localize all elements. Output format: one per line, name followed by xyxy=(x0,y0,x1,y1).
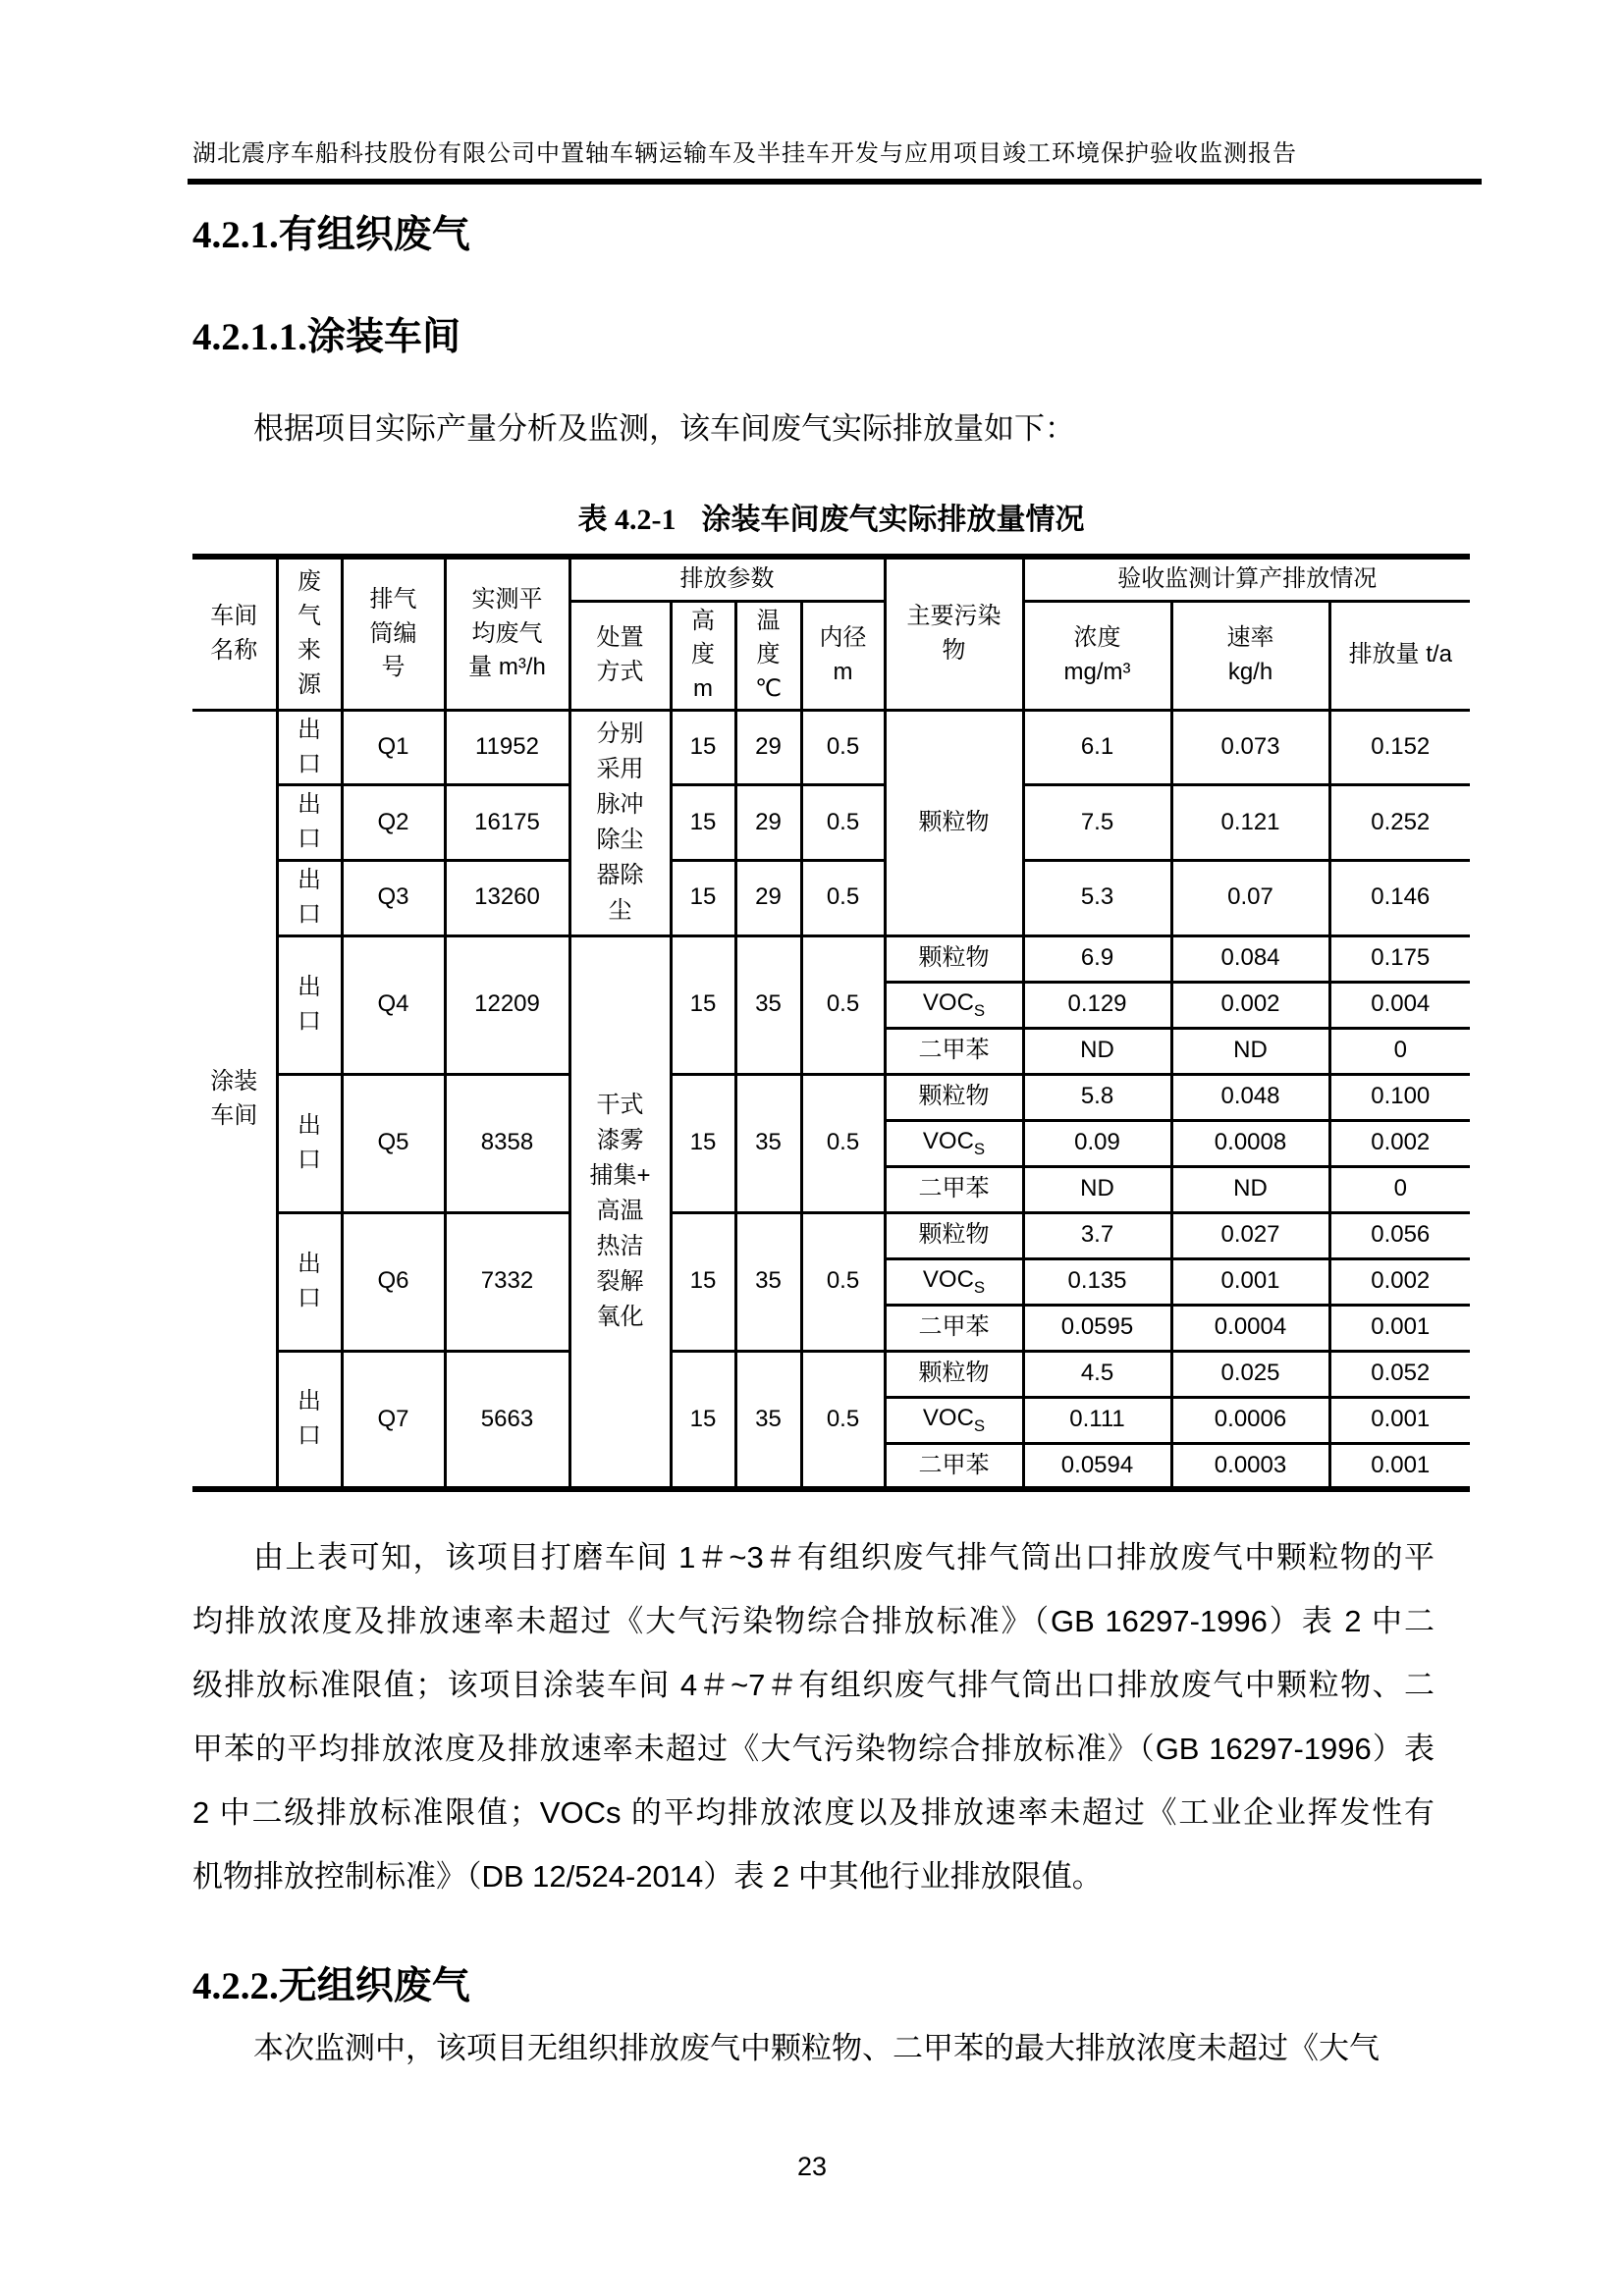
cell-concentration: 0.09 xyxy=(1023,1120,1171,1166)
unorganized-paragraph: 本次监测中，该项目无组织排放废气中颗粒物、二甲苯的最大排放浓度未超过《大气 xyxy=(253,2031,1380,2066)
cell-stack-id: Q4 xyxy=(342,935,445,1074)
cell-rate: 0.073 xyxy=(1171,710,1329,785)
cell-height: 15 xyxy=(671,1351,735,1489)
cell-height: 15 xyxy=(671,935,735,1074)
cell-amount: 0.001 xyxy=(1329,1305,1470,1351)
col-header-pollutant: 主要污染物 xyxy=(885,557,1023,710)
cell-stack-id: Q7 xyxy=(342,1351,445,1489)
cell-height: 15 xyxy=(671,1212,735,1351)
section-title-organized-gas: 4.2.1.有组织废气 xyxy=(192,214,470,256)
cell-flow: 16175 xyxy=(445,785,569,861)
analysis-line: 级排放标准限值；该项目涂装车间 4＃~7＃有组织废气排气筒出口排放废气中颗粒物、二 xyxy=(192,1668,1435,1703)
cell-rate: ND xyxy=(1171,1028,1329,1074)
cell-amount: 0.100 xyxy=(1329,1074,1470,1120)
cell-pollutant: 颗粒物 xyxy=(885,1351,1023,1397)
cell-amount: 0.152 xyxy=(1329,710,1470,785)
cell-diameter: 0.5 xyxy=(801,1212,885,1351)
cell-pollutant: $VOC_S$ xyxy=(885,1258,1023,1305)
cell-concentration: 0.129 xyxy=(1023,982,1171,1028)
cell-pollutant: 颗粒物 xyxy=(885,1212,1023,1258)
col-header-height: 高度 m xyxy=(671,601,735,710)
cell-concentration: 0.0595 xyxy=(1023,1305,1171,1351)
cell-concentration: 6.9 xyxy=(1023,935,1171,982)
cell-source: 出口 xyxy=(277,710,342,785)
cell-rate: 0.0003 xyxy=(1171,1443,1329,1489)
analysis-paragraph xyxy=(192,1525,1435,1908)
intro-paragraph: 根据项目实际产量分析及监测，该车间废气实际排放量如下： xyxy=(253,411,1075,446)
cell-rate: 0.0004 xyxy=(1171,1305,1329,1351)
cell-temperature: 29 xyxy=(735,710,801,785)
cell-source: 出口 xyxy=(277,785,342,861)
cell-flow: 12209 xyxy=(445,935,569,1074)
col-header-rate: 速率 kg/h xyxy=(1171,601,1329,710)
cell-diameter: 0.5 xyxy=(801,1074,885,1212)
table-row xyxy=(192,1074,1470,1120)
table-caption-label: 表 4.2-1 xyxy=(577,504,677,536)
page-header xyxy=(192,139,1479,185)
cell-rate: 0.048 xyxy=(1171,1074,1329,1120)
table-row xyxy=(192,935,1470,982)
cell-amount: 0.052 xyxy=(1329,1351,1470,1397)
cell-concentration: 4.5 xyxy=(1023,1351,1171,1397)
cell-temperature: 35 xyxy=(735,935,801,1074)
cell-workshop-name: 涂装车间 xyxy=(192,710,277,1489)
cell-stack-id: Q2 xyxy=(342,785,445,861)
table-body xyxy=(192,710,1470,1489)
cell-amount: 0.001 xyxy=(1329,1397,1470,1443)
col-header-temperature: 温度 ℃ xyxy=(735,601,801,710)
analysis-line: 甲苯的平均排放浓度及排放速率未超过《大气污染物综合排放标准》（GB 16297-1996）表 xyxy=(192,1732,1435,1767)
cell-amount: 0.175 xyxy=(1329,935,1470,982)
cell-temperature: 35 xyxy=(735,1074,801,1212)
cell-diameter: 0.5 xyxy=(801,1351,885,1489)
cell-rate: ND xyxy=(1171,1166,1329,1212)
analysis-line: 由上表可知，该项目打磨车间 1＃~3＃有组织废气排气筒出口排放废气中颗粒物的平 xyxy=(253,1540,1435,1575)
cell-amount: 0.002 xyxy=(1329,1120,1470,1166)
cell-height: 15 xyxy=(671,785,735,861)
table-header xyxy=(192,557,1470,710)
cell-source: 出口 xyxy=(277,1351,342,1489)
cell-temperature: 35 xyxy=(735,1212,801,1351)
cell-rate: 0.001 xyxy=(1171,1258,1329,1305)
cell-stack-id: Q5 xyxy=(342,1074,445,1212)
cell-source: 出口 xyxy=(277,861,342,936)
cell-diameter: 0.5 xyxy=(801,785,885,861)
col-header-source: 废气来源 xyxy=(277,557,342,710)
cell-stack-id: Q3 xyxy=(342,861,445,936)
page-number: 23 xyxy=(796,2152,828,2181)
cell-diameter: 0.5 xyxy=(801,935,885,1074)
cell-pollutant: 颗粒物 xyxy=(885,710,1023,935)
cell-flow: 11952 xyxy=(445,710,569,785)
header-rule xyxy=(188,179,1482,185)
cell-rate: 0.002 xyxy=(1171,982,1329,1028)
col-header-flow: 实测平均废气量 m³/h xyxy=(445,557,569,710)
cell-flow: 7332 xyxy=(445,1212,569,1351)
cell-diameter: 0.5 xyxy=(801,861,885,936)
cell-flow: 13260 xyxy=(445,861,569,936)
cell-rate: 0.121 xyxy=(1171,785,1329,861)
cell-stack-id: Q6 xyxy=(342,1212,445,1351)
cell-concentration: 7.5 xyxy=(1023,785,1171,861)
cell-height: 15 xyxy=(671,1074,735,1212)
section-title-unorganized-gas: 4.2.2.无组织废气 xyxy=(192,1965,470,2008)
table-caption xyxy=(192,503,1470,538)
cell-pollutant: 颗粒物 xyxy=(885,935,1023,982)
cell-treatment: 分别 采用 脉冲 除尘 器除 尘 xyxy=(569,710,671,935)
cell-amount: 0.002 xyxy=(1329,1258,1470,1305)
cell-concentration: 5.8 xyxy=(1023,1074,1171,1120)
analysis-line: 均排放浓度及排放速率未超过《大气污染物综合排放标准》（GB 16297-1996）表 2 中二 xyxy=(192,1604,1435,1639)
cell-pollutant: $VOC_S$ xyxy=(885,1120,1023,1166)
cell-concentration: ND xyxy=(1023,1166,1171,1212)
cell-amount: 0.252 xyxy=(1329,785,1470,861)
cell-rate: 0.084 xyxy=(1171,935,1329,982)
cell-source: 出口 xyxy=(277,1212,342,1351)
section-title-painting-workshop: 4.2.1.1.涂装车间 xyxy=(192,316,461,358)
cell-amount: 0.056 xyxy=(1329,1212,1470,1258)
table-row xyxy=(192,710,1470,785)
page-header-title: 湖北震序车船科技股份有限公司中置轴车辆运输车及半挂车开发与应用项目竣工环境保护验收监测报告 xyxy=(192,141,1297,167)
analysis-line: 机物排放控制标准》（DB 12/524-2014）表 2 中其他行业排放限值。 xyxy=(192,1859,1103,1895)
cell-amount: 0.146 xyxy=(1329,861,1470,936)
cell-source: 出口 xyxy=(277,1074,342,1212)
cell-pollutant: 二甲苯 xyxy=(885,1166,1023,1212)
cell-treatment: 干式 漆雾 捕集+ 高温 热洁 裂解 氧化 xyxy=(569,935,671,1489)
col-header-amount: 排放量 t/a xyxy=(1329,601,1470,710)
cell-concentration: 0.0594 xyxy=(1023,1443,1171,1489)
table-caption-title: 涂装车间废气实际排放量情况 xyxy=(701,504,1085,536)
cell-pollutant: 颗粒物 xyxy=(885,1074,1023,1120)
cell-pollutant: 二甲苯 xyxy=(885,1443,1023,1489)
cell-temperature: 29 xyxy=(735,861,801,936)
col-header-stack-id: 排气筒编号 xyxy=(342,557,445,710)
emissions-table xyxy=(192,554,1470,1492)
cell-amount: 0 xyxy=(1329,1166,1470,1212)
cell-stack-id: Q1 xyxy=(342,710,445,785)
analysis-line: 2 中二级排放标准限值；VOCs 的平均排放浓度以及排放速率未超过《工业企业挥发性有 xyxy=(192,1795,1435,1831)
cell-concentration: 0.135 xyxy=(1023,1258,1171,1305)
cell-concentration: ND xyxy=(1023,1028,1171,1074)
cell-height: 15 xyxy=(671,861,735,936)
cell-height: 15 xyxy=(671,710,735,785)
cell-amount: 0.001 xyxy=(1329,1443,1470,1489)
cell-pollutant: $VOC_S$ xyxy=(885,982,1023,1028)
cell-rate: 0.025 xyxy=(1171,1351,1329,1397)
cell-diameter: 0.5 xyxy=(801,710,885,785)
cell-rate: 0.0006 xyxy=(1171,1397,1329,1443)
table-row xyxy=(192,1351,1470,1397)
table-row xyxy=(192,861,1470,936)
cell-concentration: 3.7 xyxy=(1023,1212,1171,1258)
col-header-diameter: 内径 m xyxy=(801,601,885,710)
cell-flow: 5663 xyxy=(445,1351,569,1489)
cell-rate: 0.027 xyxy=(1171,1212,1329,1258)
cell-pollutant: 二甲苯 xyxy=(885,1305,1023,1351)
cell-concentration: 0.111 xyxy=(1023,1397,1171,1443)
cell-pollutant: $VOC_S$ xyxy=(885,1397,1023,1443)
col-group-emission-params: 排放参数 xyxy=(569,557,885,601)
cell-pollutant: 二甲苯 xyxy=(885,1028,1023,1074)
cell-temperature: 29 xyxy=(735,785,801,861)
col-header-treatment: 处置方式 xyxy=(569,601,671,710)
col-group-calculated-emission: 验收监测计算产排放情况 xyxy=(1023,557,1470,601)
col-header-concentration: 浓度 mg/m³ xyxy=(1023,601,1171,710)
cell-source: 出口 xyxy=(277,935,342,1074)
table-row xyxy=(192,1212,1470,1258)
cell-flow: 8358 xyxy=(445,1074,569,1212)
cell-rate: 0.07 xyxy=(1171,861,1329,936)
cell-amount: 0 xyxy=(1329,1028,1470,1074)
cell-concentration: 5.3 xyxy=(1023,861,1171,936)
cell-concentration: 6.1 xyxy=(1023,710,1171,785)
cell-temperature: 35 xyxy=(735,1351,801,1489)
col-header-workshop: 车间名称 xyxy=(192,557,277,710)
cell-rate: 0.0008 xyxy=(1171,1120,1329,1166)
table-row xyxy=(192,785,1470,861)
cell-amount: 0.004 xyxy=(1329,982,1470,1028)
